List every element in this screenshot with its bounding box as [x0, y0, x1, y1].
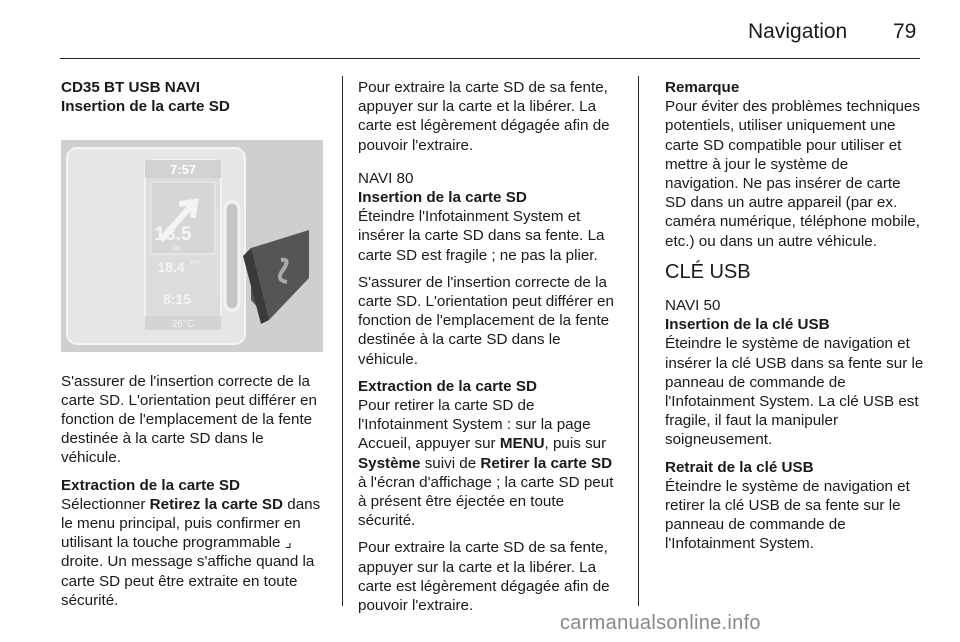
subheading-insert-sd: Insertion de la carte SD: [61, 98, 230, 116]
figure-temp: 26°C: [171, 319, 195, 331]
page-number: 79: [893, 20, 917, 43]
section-title-usb: CLÉ USB: [665, 260, 751, 283]
subheading-insert-sd: Insertion de la carte SD: [358, 189, 527, 207]
paragraph-5: Pour extraire la carte SD de sa fente, appuyer sur la carte et la libérer. La carte est légèrement dégagée afin de pouvoir l'extraire.: [358, 539, 610, 615]
paragraph-1: Éteindre le système de navigation et insérer la clé USB dans sa fente sur le panneau de commande de l'Infotainment System. La clé USB est fragile, il faut la manipuler soigneusement.: [665, 335, 924, 449]
subheading-extract-sd: Extraction de la carte SD: [358, 377, 537, 395]
subheading-insert-usb: Insertion de la clé USB: [665, 316, 830, 334]
column-divider-1: [342, 76, 343, 606]
note-body: Pour éviter des problèmes techniques potentiels, utiliser uniquement une carte SD compatible pour utiliser et mettre à jour le système de navigation. Ne pas insérer de carte SD dans un autre appareil (par ex. caméra numérique, téléphone mobile, etc.) ou dans un autre véhicule.: [665, 98, 920, 250]
figure-dist2: 18.4: [157, 259, 185, 276]
paragraph-2: Sélectionner Retirez la carte SD dans le menu principal, puis confirmer en utilisant la touche programmable ⌟ droite. Un message s'affiche quand la carte SD peut être extraite en toute sécurité.: [61, 495, 321, 609]
paragraph-3: S'assurer de l'insertion correcte de la carte SD. L'orientation peut différer en fonction de l'emplacement de la fente destinée à la carte SD dans le véhicule.: [358, 273, 614, 368]
section-heading: NAVI 80: [358, 169, 414, 187]
paragraph-1: Pour extraire la carte SD de sa fente, appuyer sur la carte et la libérer. La carte est légèrement dégagée afin de pouvoir l'extraire.: [358, 79, 610, 154]
section-heading: NAVI 50: [665, 297, 721, 315]
header-rule: [60, 58, 920, 59]
paragraph-4: Pour retirer la carte SD de l'Infotainment System : sur la page Accueil, appuyer sur MENU, puis sur Système suivi de Retirer la carte SD à l'écran d'affichage ; la carte SD peut à présent être éjectée en toute sécurité.: [358, 397, 614, 530]
paragraph-1: S'assurer de l'insertion correcte de la carte SD. L'orientation peut différer en fonction de l'emplacement de la fente destinée à la carte SD dans le véhicule.: [61, 372, 317, 467]
section-heading: CD35 BT USB NAVI: [61, 79, 200, 96]
column-3: [665, 78, 925, 562]
watermark: carmanualsonline.info: [560, 612, 761, 634]
note-heading: Remarque: [665, 79, 740, 96]
figure-time-bottom: 8:15: [162, 291, 192, 308]
figure-dist2-unit: km: [191, 260, 199, 267]
page-header-title: Navigation: [748, 20, 848, 43]
column-2: [358, 78, 623, 623]
column-divider-2: [638, 76, 639, 606]
figure-dist1: 13.5: [154, 224, 192, 246]
subheading-remove-usb: Retrait de la clé USB: [665, 458, 814, 476]
paragraph-2: Éteindre le système de navigation et retirer la clé USB de sa fente sur le panneau de commande de l'Infotainment System.: [665, 477, 910, 553]
figure-time-top: 7:57: [169, 162, 197, 178]
subheading-extract-sd: Extraction de la carte SD: [61, 476, 240, 494]
paragraph-2: Éteindre l'Infotainment System et insérer la carte SD dans sa fente. La carte SD est fragile ; ne pas la plier.: [358, 208, 605, 264]
column-1: [61, 78, 326, 618]
sd-card-illustration: [61, 140, 323, 352]
figure-dist1-unit: km: [173, 246, 181, 253]
